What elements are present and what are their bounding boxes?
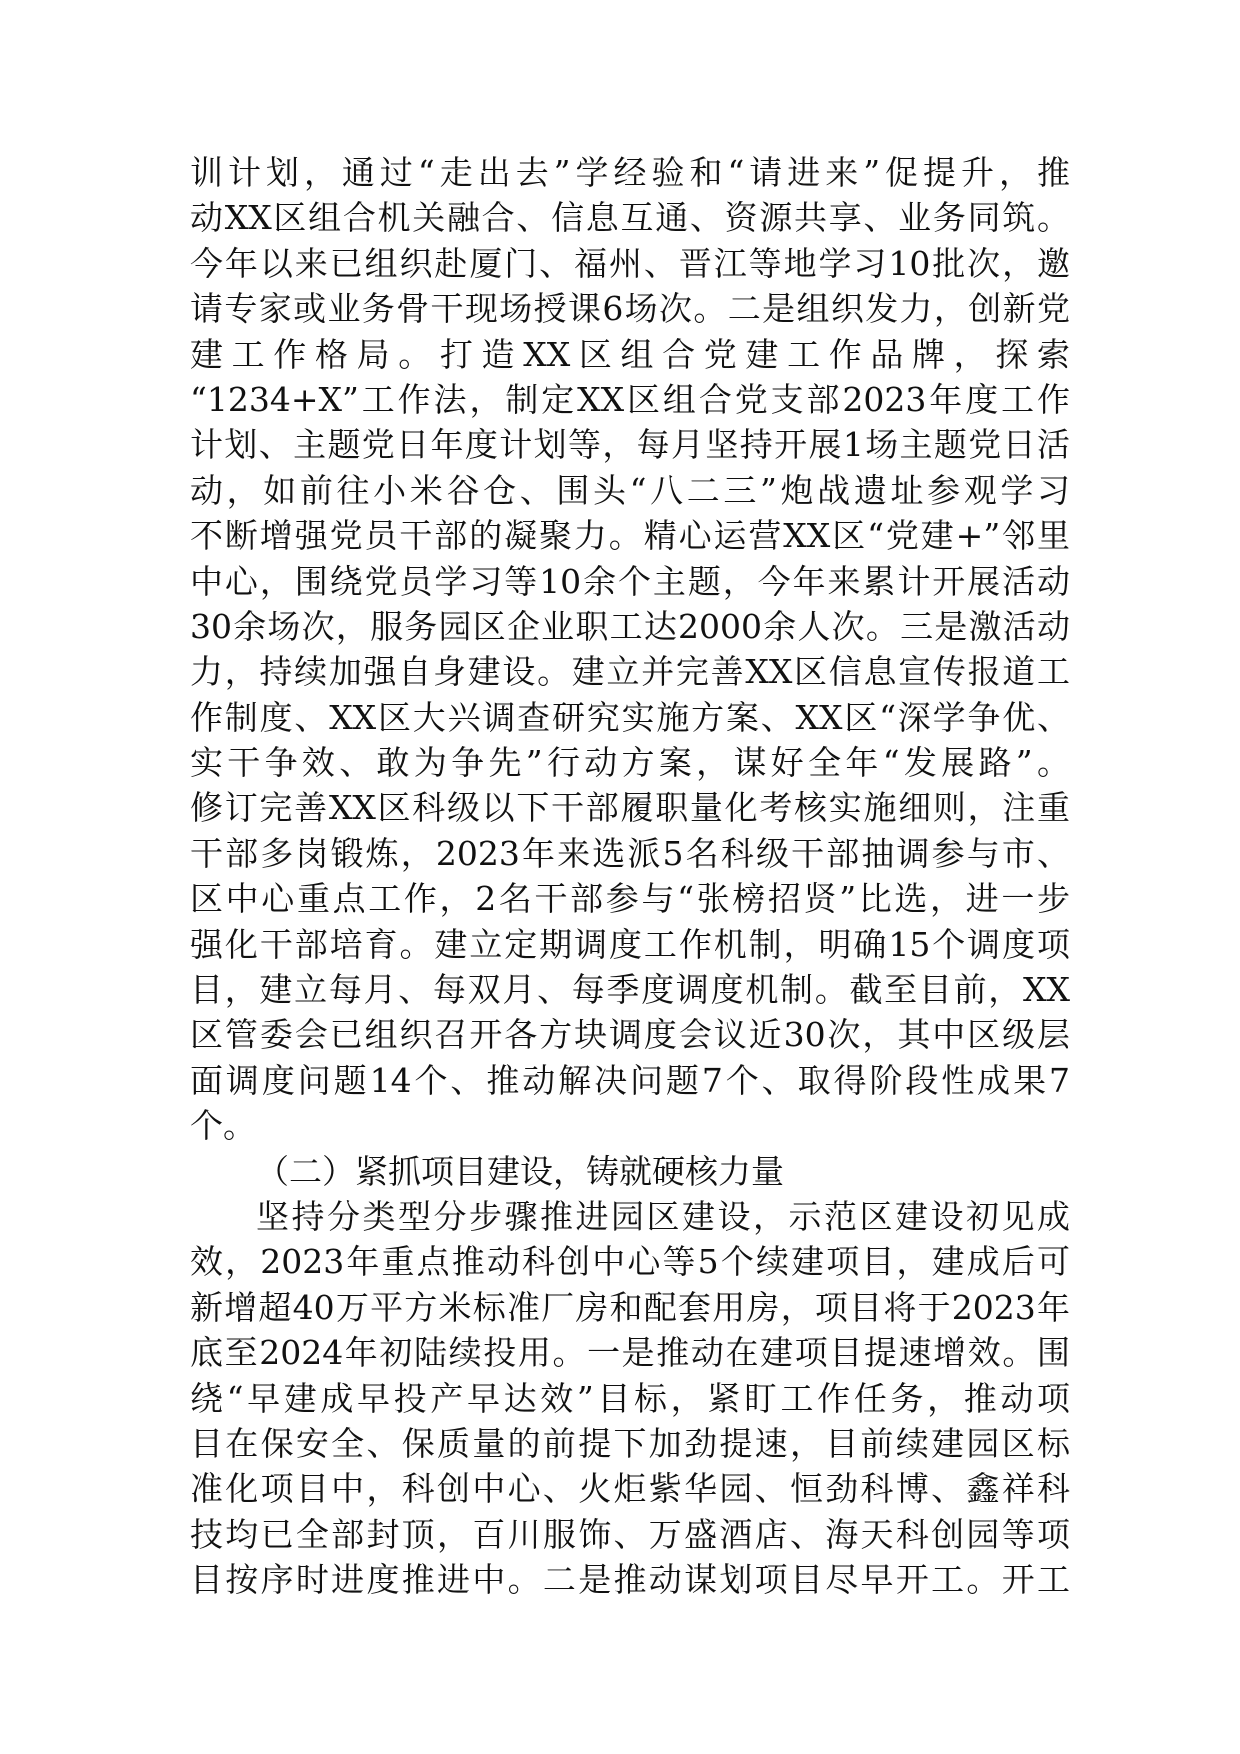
text-line: 准化项目中，科创中心、火炬紫华园、恒劲科博、鑫祥科: [190, 1469, 1070, 1509]
text-line: 30余场次，服务园区企业职工达2000余人次。三是激活动: [190, 606, 1070, 646]
text-line: 修订完善XX区科级以下干部履职量化考核实施细则，注重: [190, 788, 1070, 828]
text-line: 技均已全部封顶，百川服饰、万盛酒店、海天科创园等项: [190, 1514, 1070, 1554]
text-line: 不断增强党员干部的凝聚力。精心运营XX区“党建+”邻里: [190, 516, 1070, 556]
text-line: 动，如前往小米谷仓、围头“八二三”炮战遗址参观学习: [190, 470, 1070, 510]
text-line: 力，持续加强自身建设。建立并完善XX区信息宣传报道工: [190, 652, 1070, 692]
text-line: 建工作格局。打造XX区组合党建工作品牌，探索: [190, 334, 1070, 374]
text-line: 目在保安全、保质量的前提下加劲提速，目前续建园区标: [190, 1423, 1070, 1463]
text-line: 今年以来已组织赴厦门、福州、晋江等地学习10批次，邀: [190, 243, 1070, 283]
text-line: 实干争效、敢为争先”行动方案，谋好全年“发展路”。: [190, 743, 1070, 783]
text-line: “1234+X”工作法，制定XX区组合党支部2023年度工作: [190, 379, 1070, 419]
text-line: 目按序时进度推进中。二是推动谋划项目尽早开工。开工: [190, 1560, 1070, 1600]
text-line: 底至2024年初陆续投用。一是推动在建项目提速增效。围: [190, 1333, 1070, 1373]
text-line: 区中心重点工作，2名干部参与“张榜招贤”比选，进一步: [190, 879, 1070, 919]
text-line: 动XX区组合机关融合、信息互通、资源共享、业务同筑。: [190, 198, 1070, 238]
text-line: 中心，围绕党员学习等10余个主题，今年来累计开展活动: [190, 561, 1070, 601]
section-heading: （二）紧抓项目建设，铸就硬核力量: [256, 1151, 784, 1191]
text-line: 请专家或业务骨干现场授课6场次。二是组织发力，创新党: [190, 289, 1070, 329]
text-line: 强化干部培育。建立定期调度工作机制，明确15个调度项: [190, 924, 1070, 964]
text-line: 训计划，通过“走出去”学经验和“请进来”促提升，推: [190, 153, 1070, 192]
text-line: 面调度问题14个、推动解决问题7个、取得阶段性成果7: [190, 1060, 1070, 1100]
text-line: 绕“早建成早投产早达效”目标，紧盯工作任务，推动项: [190, 1378, 1070, 1418]
text-line: 区管委会已组织召开各方块调度会议近30次，其中区级层: [190, 1015, 1070, 1055]
text-line: 目，建立每月、每双月、每季度调度机制。截至目前，XX: [190, 970, 1070, 1010]
paragraph-first-line: 坚持分类型分步骤推进园区建设，示范区建设初见成: [256, 1196, 1070, 1236]
document-body: [190, 150, 1070, 1603]
text-line: 计划、主题党日年度计划等，每月坚持开展1场主题党日活: [190, 425, 1070, 465]
text-line: 干部多岗锻炼，2023年来选派5名科级干部抽调参与市、: [190, 833, 1070, 873]
text-line: 新增超40万平方米标准厂房和配套用房，项目将于2023年: [190, 1287, 1070, 1327]
text-line: 效，2023年重点推动科创中心等5个续建项目，建成后可: [190, 1242, 1070, 1282]
text-line: 作制度、XX区大兴调查研究实施方案、XX区“深学争优、: [190, 697, 1070, 737]
text-line: 个。: [190, 1106, 256, 1146]
